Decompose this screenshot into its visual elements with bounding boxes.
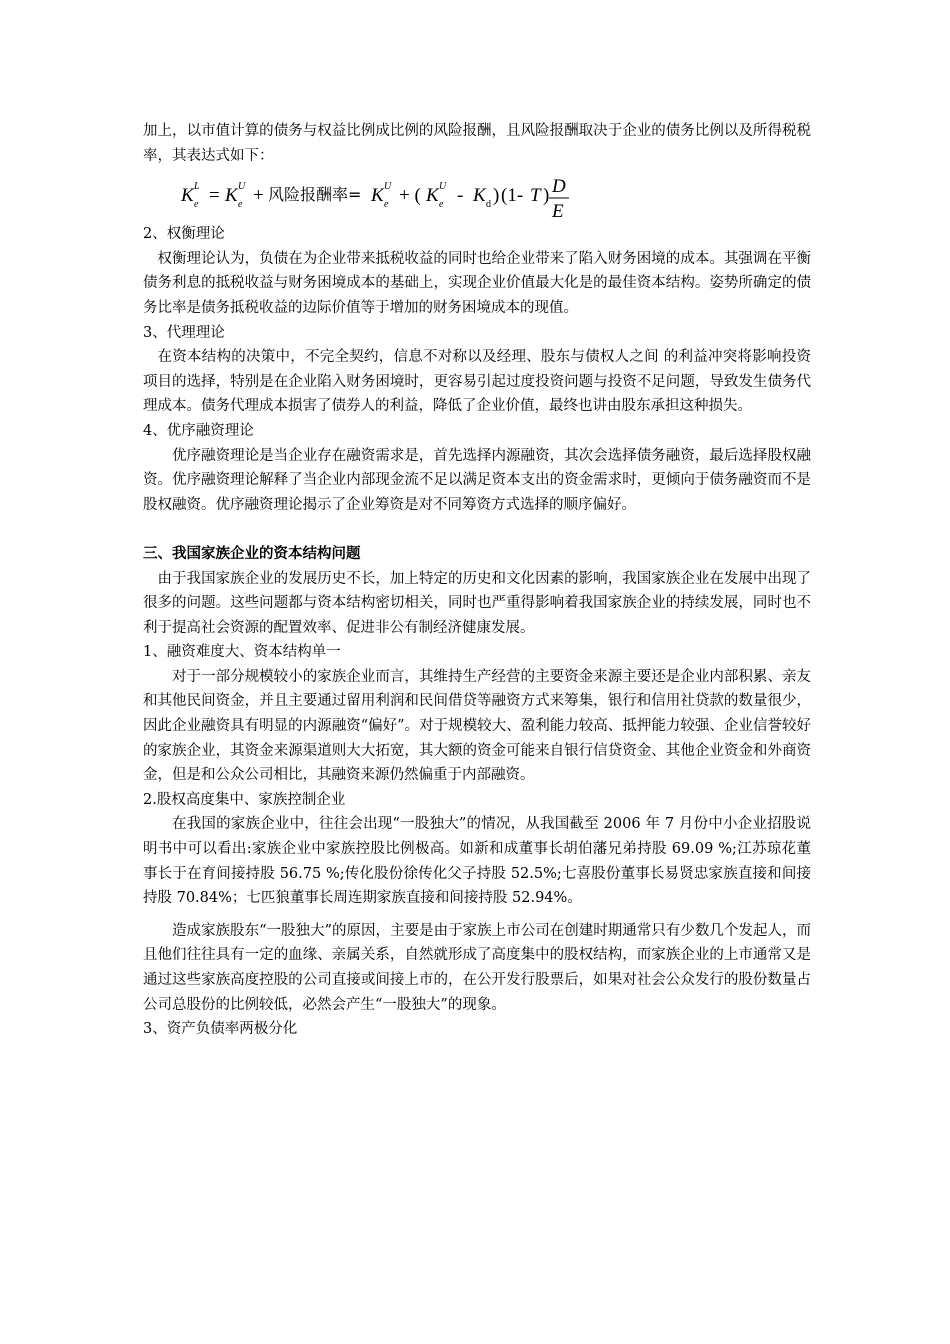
svg-text:U: U [238, 181, 246, 193]
formula-numerator: D [552, 176, 566, 198]
heading-ownership-concentration: 2.股权高度集中、家族控制企业 [143, 791, 346, 808]
svg-text:U: U [439, 181, 447, 193]
formula-k-left: K [181, 185, 194, 207]
cost-of-equity-formula [143, 168, 811, 222]
svg-text:+: + [253, 185, 264, 207]
intro-paragraph: 加上，以市值计算的债务与权益比例成比例的风险报酬，且风险报酬取决于企业的债务比例以及所得税税率，其表达式如下： [143, 123, 811, 164]
svg-text:K: K [371, 185, 384, 207]
ownership-paragraph-2: 造成家族股东“一股独大”的原因，主要是由于家族上市公司在创建时期通常只有少数几个发起人，而且他们往往具有一定的血缘、亲属关系，自然就形成了高度集中的股权结构，而家族企业的上市通常又是通过这些家族高度控股的公司直接或间接上市的，在公开发行股票后，如果对社会公众发行的股份数量占公司总股份的比例较低，必然会产生“一股独大”的现象。 [143, 922, 811, 1013]
svg-text:K: K [426, 185, 439, 207]
svg-text:T: T [530, 185, 541, 207]
svg-text:(1-: (1- [501, 185, 524, 207]
svg-text:e: e [439, 199, 444, 211]
heading-tradeoff-theory: 2、权衡理论 [143, 226, 225, 243]
svg-text:d: d [486, 199, 491, 211]
section-intro-paragraph: 由于我国家族企业的发展历史不长，加上特定的历史和文化因素的影响，我国家族企业在发展中出现了很多的问题。这些问题都与资本结构密切相关，同时也严重得影响着我国家族企业的持续发展，同时也不利于提高社会资源的配置效率、促进非公有制经济健康发展。 [143, 570, 811, 636]
formula-graphic [143, 168, 643, 222]
svg-text:K: K [473, 185, 486, 207]
formula-risk-text: 风险报酬率= [268, 185, 362, 205]
svg-text:L: L [194, 181, 200, 193]
svg-text:K: K [225, 185, 238, 207]
heading-pecking-order-theory: 4、优序融资理论 [143, 422, 254, 439]
financing-difficulty-paragraph: 对于一部分规模较小的家族企业而言，其维持生产经营的主要资金来源主要还是企业内部积累、亲友和其他民间资金，并且主要通过留用利润和民间借贷等融资方式来筹集，银行和信用社贷款的数量很少，因此企业融资具有明显的内源融资“偏好”。对于规模较大、盈利能力较高、抵押能力较强、企业信誉较好的家族企业，其资金来源渠道则大大拓宽，其大额的资金可能来自银行信贷资金、其他企业资金和外商资金，但是和公众公司相比，其融资来源仍然偏重于内部融资。 [143, 668, 811, 784]
ownership-paragraph-1: 在我国的家族企业中，往往会出现“一股独大”的情况，从我国截至 2006 年 7 月份中小企业招股说明书中可以看出:家族企业中家族控股比例极高。如新和成董事长胡伯藩兄弟持股 69.09 %;江苏琼花董事长于在育间接持股 56.75 %;传化股份徐传化父子持股 52.5%;七喜股份董事长易贤忠家族直接和间接持股 70.84%；七匹狼董事长周连期家族直接和间接持股 52.94%。 [143, 816, 811, 907]
tradeoff-paragraph: 权衡理论认为，负债在为企业带来抵税收益的同时也给企业带来了陷入财务困境的成本。其强调在平衡债务利息的抵税收益与财务困境成本的基础上，实现企业价值最大化是的最佳资本结构。姿势所确定的债务比率是债务抵税收益的边际价值等于增加的财务困境成本的现值。 [143, 250, 811, 316]
document-body [143, 119, 811, 1042]
agency-paragraph: 在资本结构的决策中，不完全契约，信息不对称以及经理、股东与债权人之间 的利益冲突将影响投资项目的选择，特别是在企业陷入财务困境时，更容易引起过度投资问题与投资不足问题，导致发生债务代理成本。债务代理成本损害了债券人的利益，降低了企业价值，最终也讲由股东承担这种损失。 [143, 349, 811, 415]
heading-financing-difficulty: 1、融资难度大、资本结构单一 [143, 644, 341, 661]
svg-text:): ) [543, 185, 550, 207]
heading-agency-theory: 3、代理理论 [143, 324, 225, 341]
section-gap [143, 517, 811, 542]
svg-text:e: e [194, 199, 199, 211]
formula-equals: = [209, 185, 220, 207]
heading-debt-ratio-polarization: 3、资产负债率两极分化 [143, 1021, 298, 1038]
formula-denominator: E [552, 201, 564, 223]
svg-text:+ (: + ( [399, 185, 421, 207]
svg-text:e: e [384, 199, 389, 211]
svg-text:): ) [493, 185, 500, 207]
svg-text:U: U [384, 181, 392, 193]
svg-text:e: e [238, 199, 243, 211]
svg-text:-: - [457, 185, 464, 207]
pecking-order-paragraph: 优序融资理论是当企业存在融资需求是，首先选择内源融资，其次会选择债务融资，最后选择股权融资。优序融资理论解释了当企业内部现金流不足以满足资本支出的资金需求时，更倾向于债务融资而不是股权融资。优序融资理论揭示了企业筹资是对不同筹资方式选择的顺序偏好。 [143, 447, 811, 513]
section-heading-family-business: 三、我国家族企业的资本结构问题 [143, 544, 361, 562]
